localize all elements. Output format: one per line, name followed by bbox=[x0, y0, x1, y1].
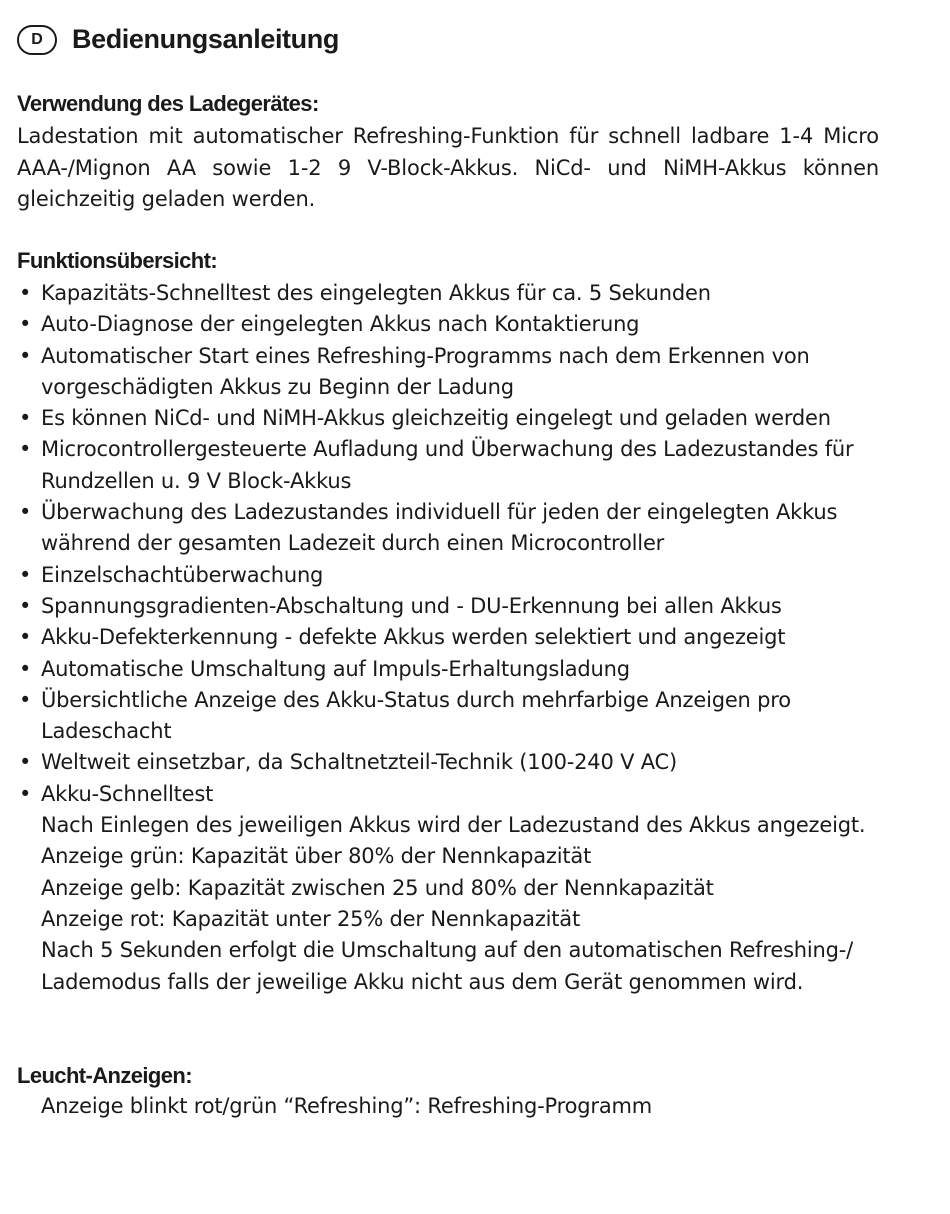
usage-heading: Verwendung des Ladegerätes: bbox=[17, 91, 319, 116]
features-heading: Funktionsübersicht: bbox=[17, 248, 218, 273]
feature-item: • Akku-Defekterkennung - defekte Akkus werden selektiert und angezeigt bbox=[17, 622, 897, 653]
feature-item-text: Automatischer Start eines Refreshing-Programms nach dem Erkennen von vorgeschädigten Akkus zu Beginn der Ladung bbox=[41, 343, 810, 399]
quicktest-detail: Nach Einlegen des jeweiligen Akkus wird der Ladezustand des Akkus angezeigt. bbox=[41, 813, 866, 838]
document-title: Bedienungsanleitung bbox=[72, 24, 339, 54]
document-header bbox=[17, 24, 339, 55]
feature-item: • Es können NiCd- und NiMH-Akkus gleichzeitig eingelegt und geladen werden bbox=[17, 403, 897, 434]
feature-item: • Auto-Diagnose der eingelegten Akkus nach Kontaktierung bbox=[17, 309, 897, 340]
feature-item: • Einzelschachtüberwachung bbox=[17, 560, 897, 591]
language-badge: D bbox=[17, 25, 57, 55]
feature-item: • Spannungsgradienten-Abschaltung und - DU-Erkennung bei allen Akkus bbox=[17, 591, 897, 622]
quicktest-detail: Anzeige gelb: Kapazität zwischen 25 und 80% der Nennkapazität bbox=[41, 875, 714, 900]
feature-item bbox=[17, 341, 897, 404]
usage-paragraph: Ladestation mit automatischer Refreshing-Funktion für schnell ladbare 1-4 Micro AAA-/Mignon AA sowie 1-2 9 V-Block-Akkus. NiCd- und NiMH-Akkus können gleichzeitig geladen werden. bbox=[17, 124, 879, 211]
indicators-heading: Leucht-Anzeigen: bbox=[17, 1063, 192, 1088]
quicktest-detail: Nach 5 Sekunden erfolgt die Umschaltung auf den automatischen Refreshing-/ Lademodus falls der jeweilige Akku nicht aus dem Gerät genommen wird. bbox=[41, 938, 854, 994]
features-list bbox=[17, 278, 897, 998]
quicktest-detail: Anzeige grün: Kapazität über 80% der Nennkapazität bbox=[41, 844, 592, 869]
feature-item: • Kapazitäts-Schnelltest des eingelegten Akkus für ca. 5 Sekunden bbox=[17, 278, 897, 309]
feature-item: • Übersichtliche Anzeige des Akku-Status durch mehrfarbige Anzeigen pro Ladeschacht bbox=[17, 685, 897, 748]
quicktest-detail: Anzeige rot: Kapazität unter 25% der Nennkapazität bbox=[41, 906, 581, 931]
indicators-text: Anzeige blinkt rot/grün “Refreshing”: Refreshing-Programm bbox=[41, 1094, 653, 1118]
feature-item: • Microcontrollergesteuerte Aufladung und Überwachung des Ladezustandes für Rundzellen u. 9 V Block-Akkus bbox=[17, 434, 897, 497]
feature-item: • Akku-Schnelltest bbox=[17, 779, 897, 810]
feature-item: • Automatische Umschaltung auf Impuls-Erhaltungsladung bbox=[17, 654, 897, 685]
feature-item: • Weltweit einsetzbar, da Schaltnetzteil-Technik (100-240 V AC) bbox=[17, 747, 897, 778]
feature-item: • Überwachung des Ladezustandes individuell für jeden der eingelegten Akkus während der gesamten Ladezeit durch einen Microcontroller bbox=[17, 497, 897, 560]
